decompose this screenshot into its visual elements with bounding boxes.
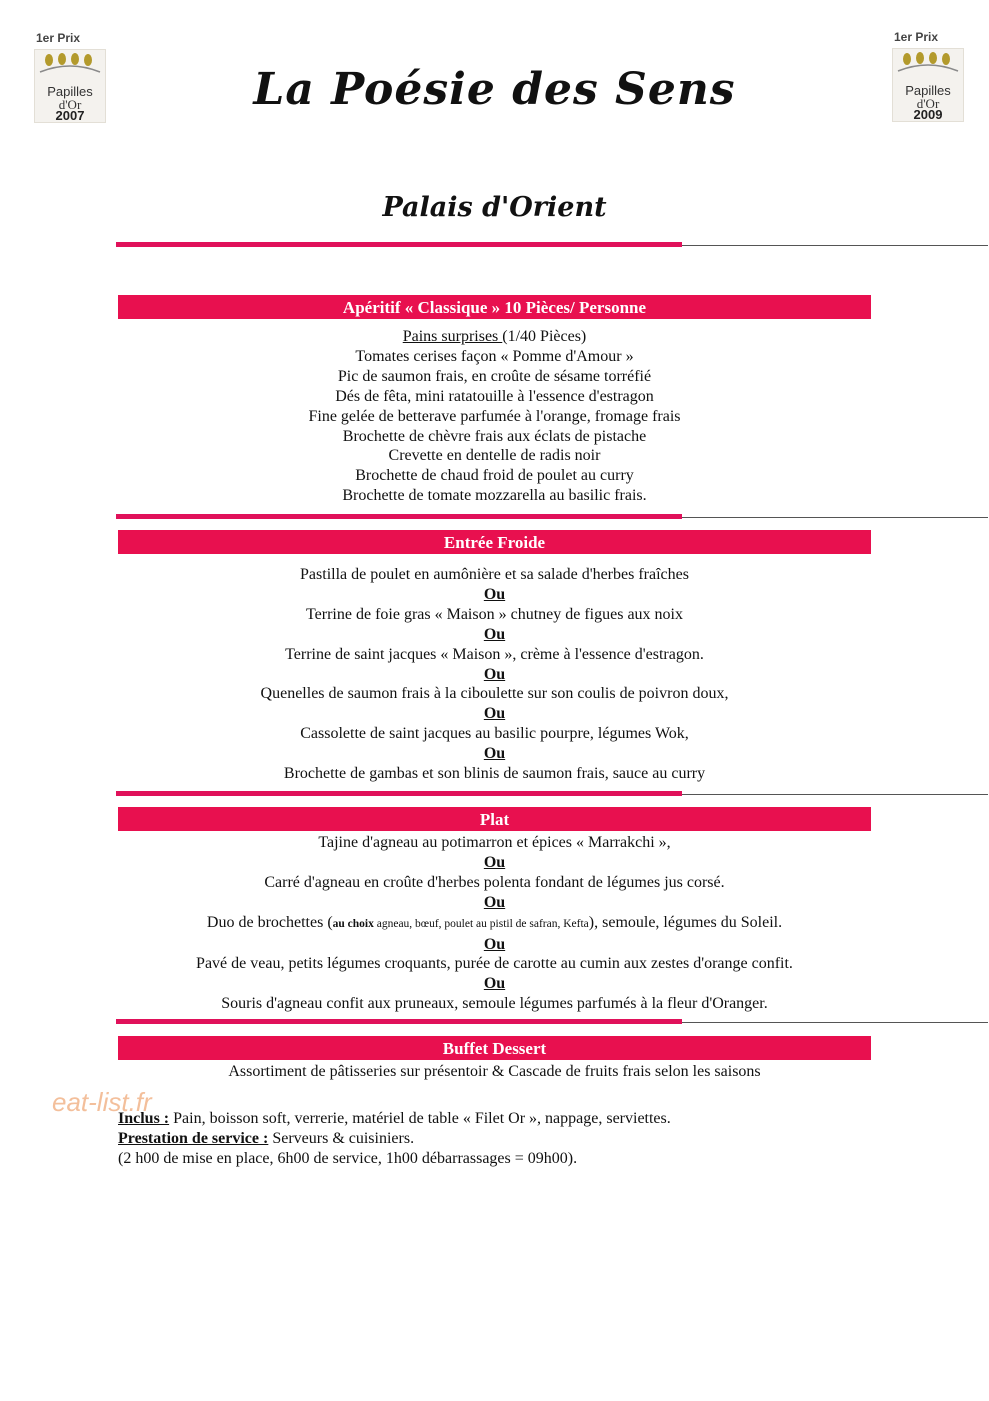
list-item: Terrine de foie gras « Maison » chutney de figues aux noix [306,605,683,623]
item-text: ), semoule, légumes du Soleil. [588,913,783,931]
or-separator: Ou [483,853,506,871]
list-item: Brochette de chaud froid de poulet au curry [355,467,634,485]
list-item: Tajine d'agneau au potimarron et épices « Marrakchi », [318,834,671,851]
list-item: Crevette en dentelle de radis noir [388,447,601,465]
item-text: Duo de brochettes ( [206,913,333,931]
list-item [0,327,989,347]
badge-line2: d'Or [58,97,82,112]
badge-line1: Papilles [905,83,951,98]
included-text: Pain, boisson soft, verrerie, matériel de table « Filet Or », nappage, serviettes. [169,1110,671,1127]
section-heading-plat: Plat [118,807,871,831]
list-item: Carré d'agneau en croûte d'herbes polenta fondant de légumes jus corsé. [264,873,725,891]
or-separator: Ou [483,585,506,603]
dessert-list [0,1062,989,1082]
list-item: Pastilla de poulet en aumônière et sa salade d'herbes fraîches [300,566,689,583]
brand-title: La Poésie des Sens [253,64,736,115]
badge-line1: Papilles [47,84,93,99]
badge-line2: d'Or [916,96,940,111]
or-separator: Ou [483,665,506,683]
aperitif-list [0,327,989,506]
section-heading-dessert: Buffet Dessert [118,1036,871,1060]
timing-line: (2 h00 de mise en place, 6h00 de service, 1h00 débarrassages = 09h00). [118,1150,578,1167]
service-line [118,1129,671,1149]
terms-block [118,1109,671,1169]
watermark: eat-list.fr [52,1087,152,1117]
divider-rule [116,1019,988,1025]
badge-prize-label: 1er Prix [36,31,81,45]
divider-rule [116,514,988,520]
list-item: Souris d'agneau confit aux pruneaux, semoule légumes parfumés à la fleur d'Oranger. [221,995,768,1013]
list-item: Cassolette de saint jacques au basilic pourpre, légumes Wok, [300,725,689,743]
divider-rule [116,242,988,248]
service-label: Prestation de service : [118,1130,269,1147]
or-separator: Ou [483,975,506,993]
included-line [118,1109,671,1129]
or-separator: Ou [483,935,506,953]
or-separator: Ou [483,625,506,643]
menu-title: Palais d'Orient [382,192,607,223]
item-choice-label: au choix [332,917,374,930]
or-separator: Ou [483,745,506,763]
badge-year: 2009 [913,107,943,122]
list-item: Pic de saumon frais, en croûte de sésame torréfié [337,367,652,385]
item-choice-options: agneau, bœuf, poulet au pistil de safran, Kefta [373,917,589,930]
or-separator: Ou [483,705,506,723]
list-item: Tomates cerises façon « Pomme d'Amour » [355,347,634,365]
included-label: Inclus : [118,1110,170,1127]
list-item: Dés de fêta, mini ratatouille à l'essence d'estragon [335,387,654,405]
list-item: Brochette de tomate mozzarella au basilic frais. [342,487,647,505]
list-item: Fine gelée de betterave parfumée à l'orange, fromage frais [308,407,681,425]
list-item: Quenelles de saumon frais à la ciboulette sur son coulis de poivron doux, [260,685,729,703]
item-label: Pains surprises [402,328,503,345]
plat-list [0,833,989,1014]
badge-prize-label: 1er Prix [894,30,939,44]
entree-list [0,565,989,784]
divider-rule [116,791,988,797]
or-separator: Ou [483,893,506,911]
list-item: Assortiment de pâtisseries sur présentoir & Cascade de fruits frais selon les saisons [228,1063,761,1080]
list-item: Brochette de chèvre frais aux éclats de pistache [342,427,647,445]
badge-year: 2007 [55,108,85,123]
service-text: Serveurs & cuisiniers. [268,1130,415,1147]
section-heading-entree: Entrée Froide [118,530,871,554]
list-item: Pavé de veau, petits légumes croquants, purée de carotte au cumin aux zestes d'orange confit. [196,955,793,973]
list-item: Brochette de gambas et son blinis de saumon frais, sauce au curry [283,765,706,783]
section-heading-aperitif: Apéritif « Classique » 10 Pièces/ Personne [118,295,871,319]
list-item [0,913,989,935]
item-detail: (1/40 Pièces) [502,328,587,345]
list-item: Terrine de saint jacques « Maison », crème à l'essence d'estragon. [285,645,704,663]
